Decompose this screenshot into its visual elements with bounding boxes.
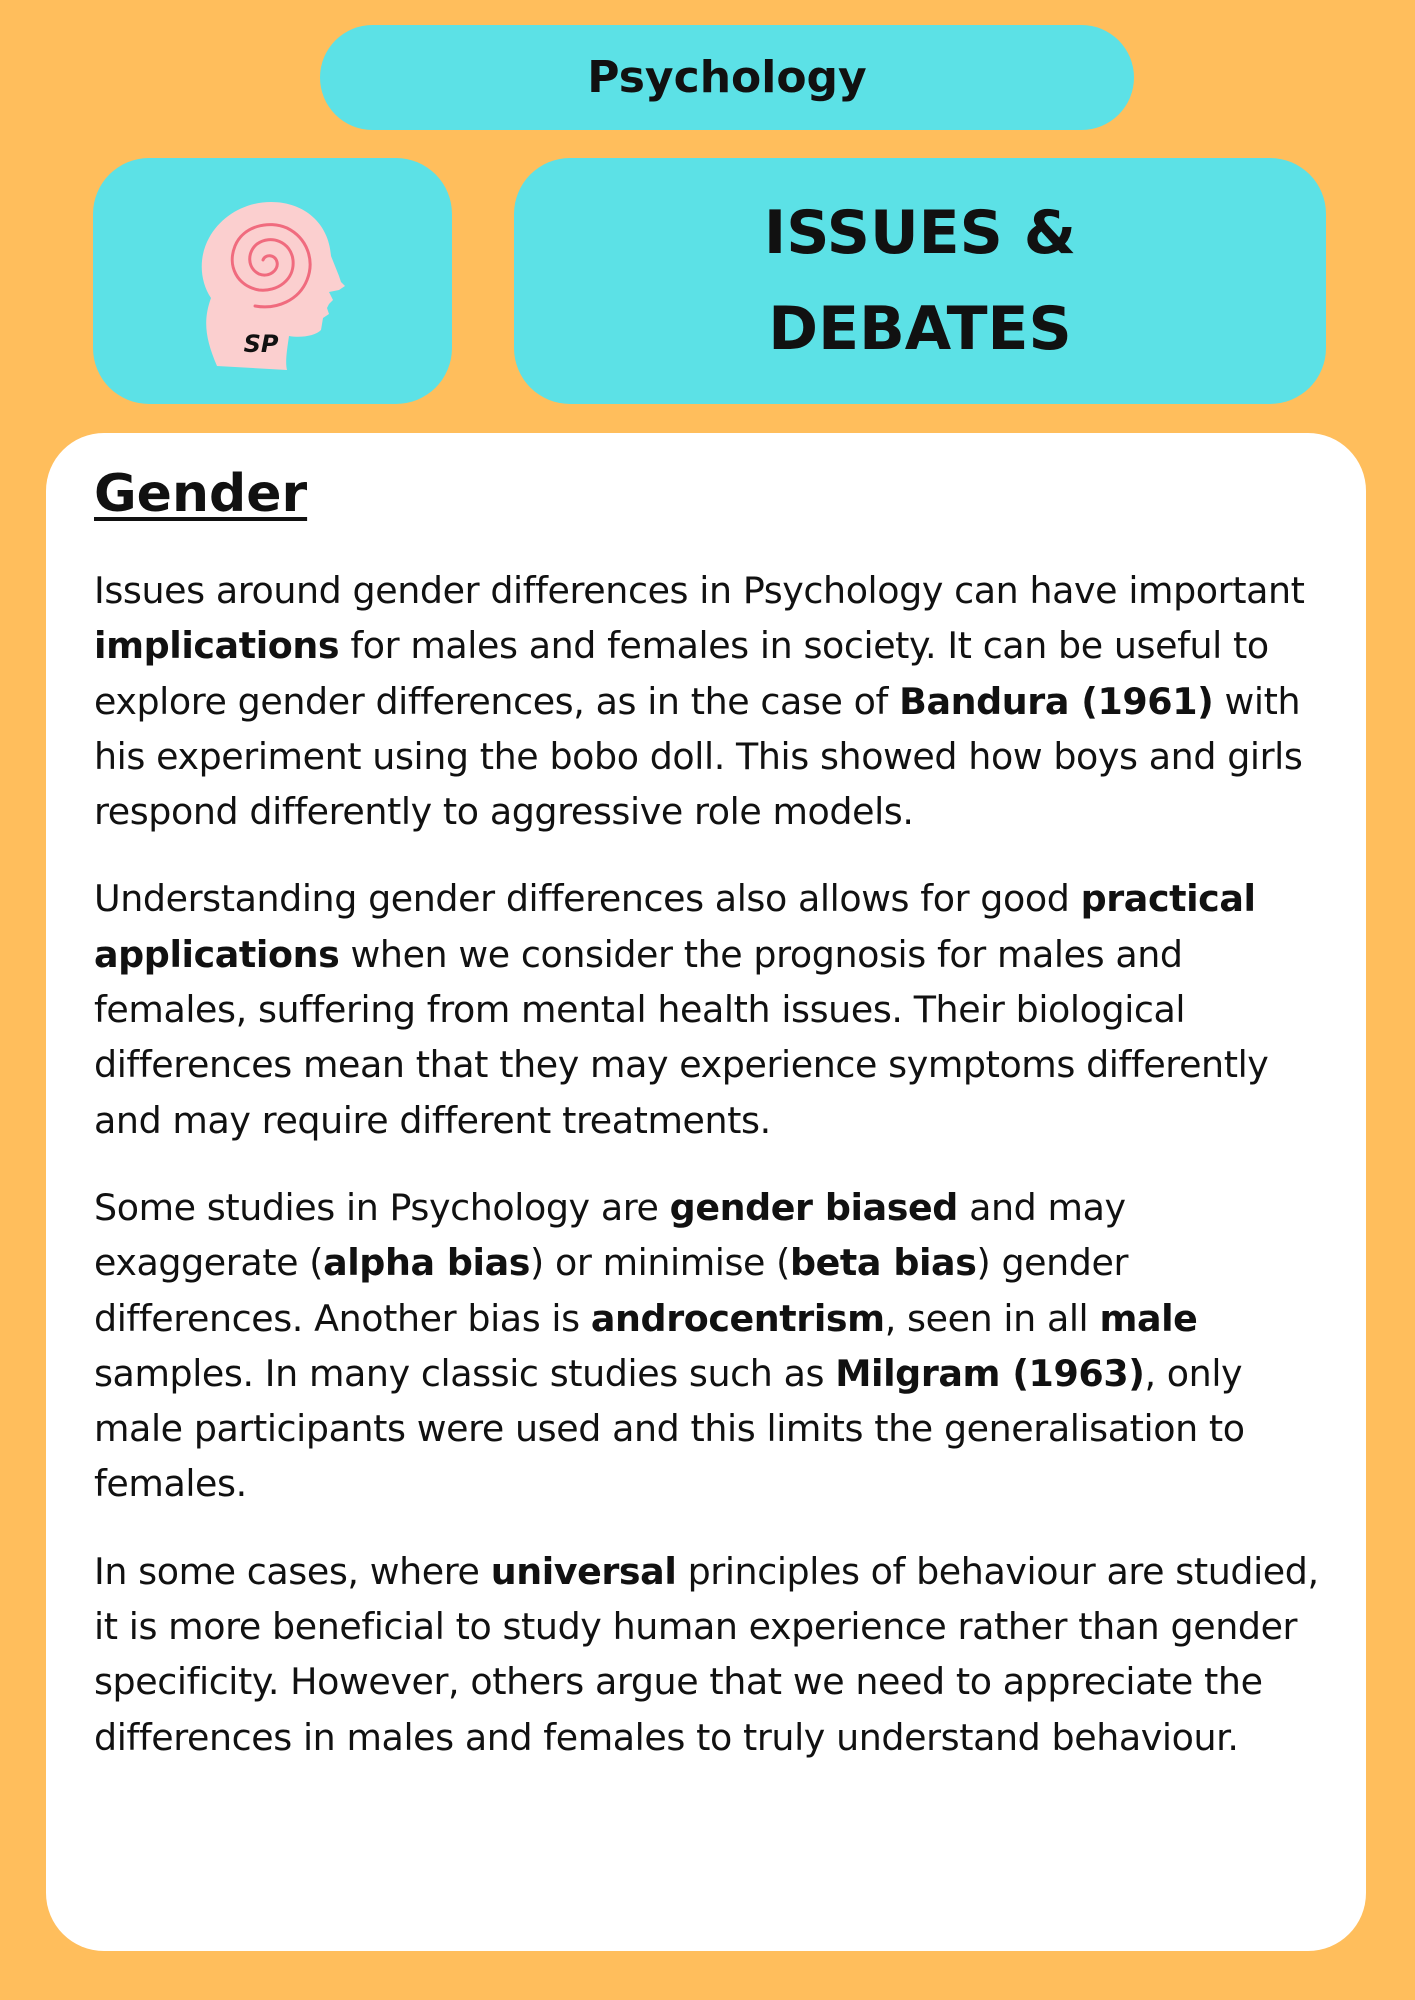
key-term: universal — [490, 1549, 677, 1593]
paragraph-text: with his experiment using the bobo doll. This showed how boys and girls respond differently to aggressive role models. — [94, 679, 1303, 834]
paragraph-text: Understanding gender differences also allows for good — [94, 877, 1081, 921]
paragraph-text: In some cases, where — [94, 1549, 491, 1593]
paragraph-2 — [94, 871, 1320, 1147]
paragraph-text: , seen in all — [884, 1296, 1100, 1340]
key-term: practical applications — [94, 877, 1256, 976]
title-card — [514, 158, 1326, 404]
title-line-1: ISSUES & — [763, 198, 1077, 268]
head-spiral-icon — [93, 158, 452, 404]
subject-banner — [320, 25, 1134, 130]
key-term: Milgram (1963) — [835, 1351, 1145, 1395]
paragraph-list — [94, 563, 1320, 1765]
paragraph-text: ) gender differences. Another bias is — [94, 1241, 1129, 1340]
paragraph-text: ) or minimise ( — [530, 1241, 790, 1285]
paragraph-text: for males and females in society. It can be useful to explore gender differences, as in the case of — [94, 624, 1269, 723]
paragraph-text: when we consider the prognosis for males and females, suffering from mental health issues. Their biological differences mean that they may experience symptoms differently and may require different treatments. — [94, 932, 1269, 1142]
paragraph-text: , only male participants were used and this limits the generalisation to females. — [94, 1351, 1245, 1506]
paragraph-3 — [94, 1180, 1320, 1512]
paragraph-text: Some studies in Psychology are — [94, 1185, 670, 1229]
logo-initials: SP — [243, 330, 279, 358]
title-line-2: DEBATES — [768, 294, 1072, 364]
paragraph-text: Issues around gender differences in Psychology can have important — [94, 569, 1305, 612]
paragraph-1 — [94, 563, 1320, 839]
content-card — [46, 433, 1366, 1951]
subject-label: Psychology — [587, 52, 867, 103]
key-term: androcentrism — [590, 1296, 885, 1340]
paragraph-text: samples. In many classic studies such as — [94, 1351, 836, 1395]
paragraph-text: and may exaggerate ( — [94, 1185, 1126, 1285]
key-term: beta bias — [789, 1241, 977, 1285]
key-term: implications — [94, 624, 340, 668]
key-term: alpha bias — [323, 1241, 531, 1285]
paragraph-text: principles of behaviour are studied, it is more beneficial to study human experience rather than gender specificity. However, others argue that we need to appreciate the differences in males and females to truly understand behaviour. — [94, 1549, 1319, 1759]
key-term: Bandura (1961) — [899, 679, 1214, 723]
key-term: male — [1099, 1296, 1198, 1340]
paragraph-4 — [94, 1544, 1320, 1765]
section-heading: Gender — [94, 464, 308, 524]
logo-card — [93, 158, 452, 404]
key-term: gender biased — [669, 1185, 958, 1229]
